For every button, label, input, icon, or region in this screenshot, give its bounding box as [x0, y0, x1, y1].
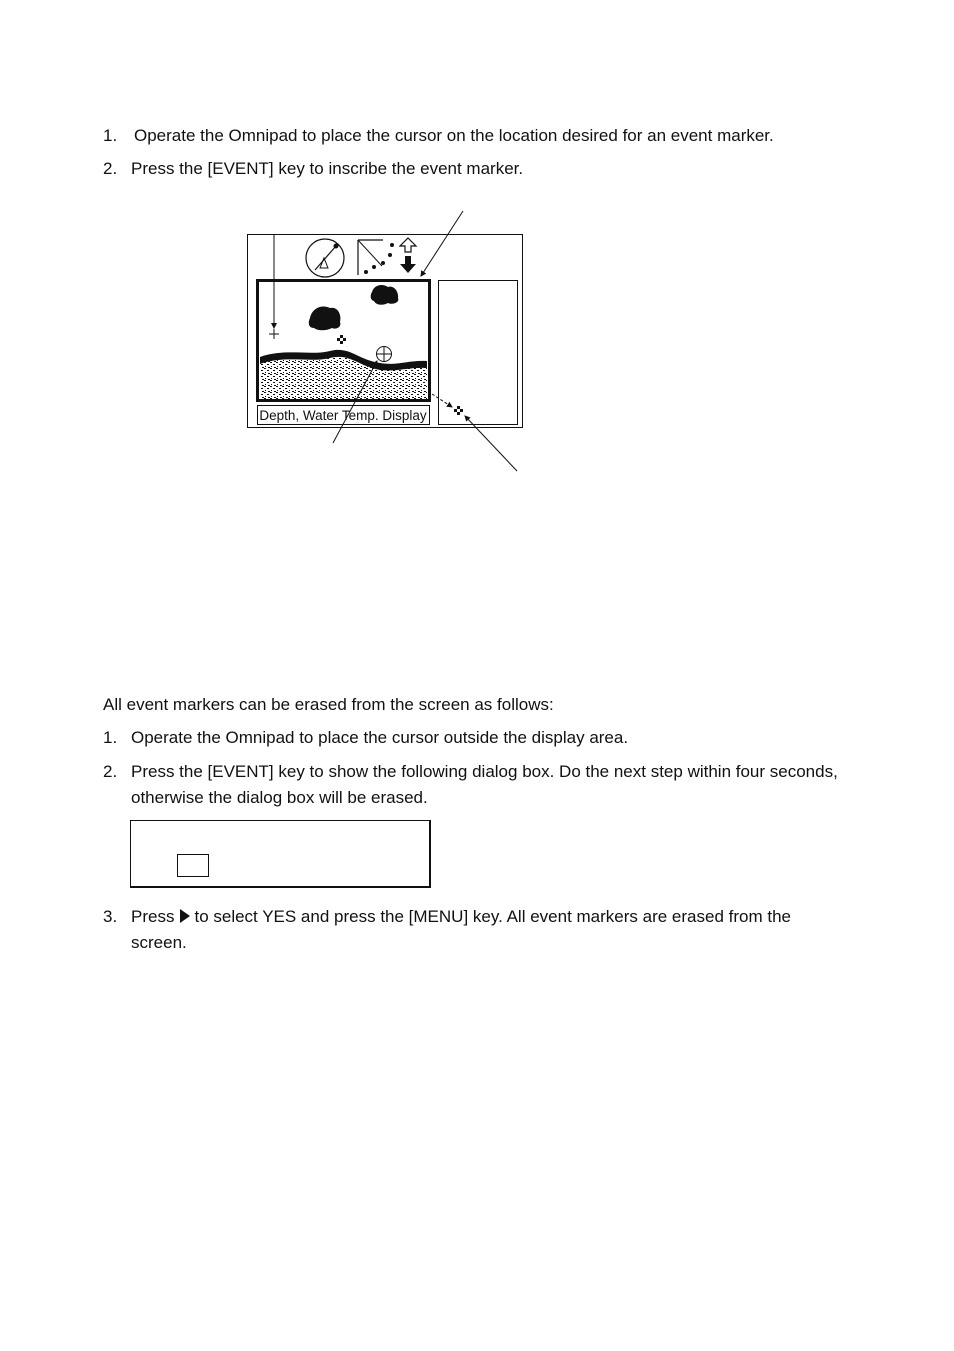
echogram-figure — [240, 200, 540, 485]
step-text: Press the [EVENT] key to inscribe the event marker. — [131, 159, 524, 178]
step-text: Press the [EVENT] key to show the following dialog box. Do the next step within four seconds, otherwise the dialog box will be erased. — [131, 762, 838, 807]
erase-dialog-box — [130, 820, 431, 888]
step-number: 1. — [103, 126, 118, 145]
step-text — [131, 904, 843, 956]
step-number: 1. — [103, 728, 118, 747]
event-marker-icon — [377, 347, 392, 362]
right-triangle-icon — [180, 909, 190, 923]
step-text-after: to select YES and press the [MENU] key. All event markers are erased from the screen. — [131, 907, 791, 952]
step-text-before: Press — [131, 907, 175, 926]
step-number: 2. — [103, 762, 118, 781]
step-number: 3. — [103, 907, 118, 926]
intro-paragraph: All event markers can be erased from the screen as follows: — [103, 695, 554, 714]
step-text: Operate the Omnipad to place the cursor on the location desired for an event marker. — [134, 126, 774, 145]
plotter-panel — [439, 281, 518, 425]
figure-label: Depth, Water Temp. Display — [259, 408, 427, 423]
echogram-illustration — [240, 200, 540, 480]
step-text: Operate the Omnipad to place the cursor outside the display area. — [131, 728, 629, 747]
step-number: 2. — [103, 159, 118, 178]
dialog-button[interactable] — [177, 854, 209, 877]
